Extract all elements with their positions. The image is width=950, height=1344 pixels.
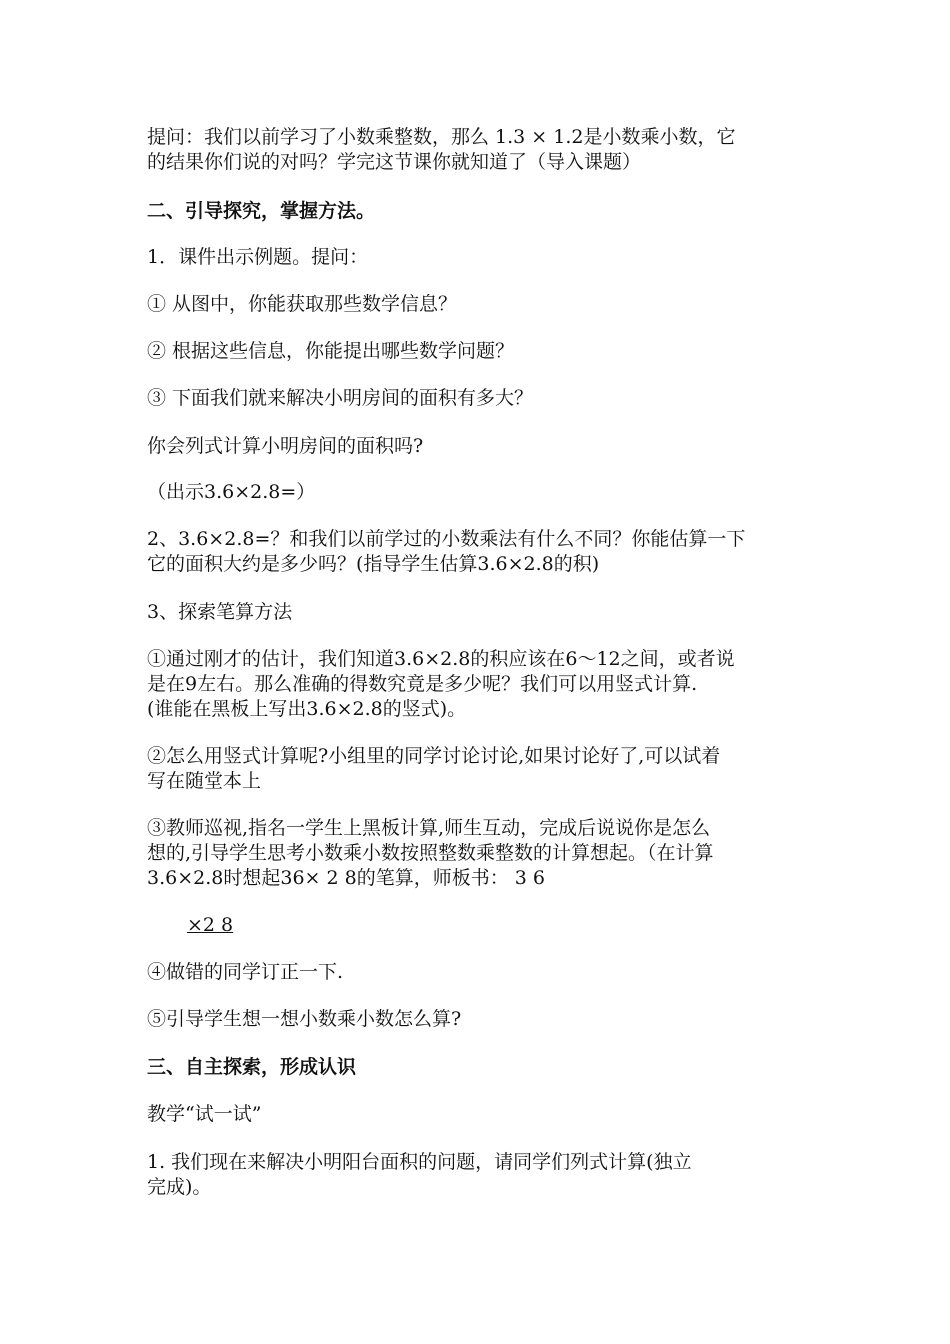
list-item: ④做错的同学订正一下. (147, 961, 344, 983)
paragraph-line: (谁能在黑板上写出3.6×2.8的竖式)。 (147, 698, 467, 720)
list-item: ② 根据这些信息，你能提出哪些数学问题？ (147, 340, 515, 362)
paragraph-line: ①通过刚才的估计，我们知道3.6×2.8的积应该在6～12之间，或者说 (147, 648, 735, 670)
paragraph-line: 提问：我们以前学习了小数乘整数，那么 1.3 × 1.2是小数乘小数，它 (147, 126, 736, 148)
paragraph-line: 的结果你们说的对吗？学完这节课你就知道了（导入课题） (147, 151, 642, 173)
list-item: ① 从图中，你能获取那些数学信息？ (147, 293, 458, 315)
paragraph-line: 是在9左右。那么准确的得数究竟是多少呢？我们可以用竖式计算. (147, 673, 698, 695)
paragraph-line: 3、探索笔算方法 (147, 601, 293, 623)
paragraph-line: 2、3.6×2.8=？和我们以前学过的小数乘法有什么不同？你能估算一下 (147, 528, 746, 550)
list-item: ⑤引导学生想一想小数乘小数怎么算? (147, 1008, 462, 1030)
vertical-multiplication: ×2 8 (187, 914, 234, 936)
paragraph-line: ③教师巡视,指名一学生上黑板计算,师生互动，完成后说说你是怎么 (147, 817, 711, 839)
paragraph-line: 3.6×2.8时想起36× 2 8的笔算，师板书： 3 6 (147, 867, 545, 889)
paragraph-line: ②怎么用竖式计算呢?小组里的同学讨论讨论,如果讨论好了,可以试着 (147, 745, 721, 767)
paragraph-line: 想的,引导学生思考小数乘小数按照整数乘整数的计算想起。（在计算 (147, 842, 714, 864)
paragraph-line: （出示3.6×2.8=） (147, 481, 316, 503)
paragraph-line: 你会列式计算小明房间的面积吗? (147, 435, 424, 457)
list-item: ③ 下面我们就来解决小明房间的面积有多大？ (147, 387, 534, 409)
paragraph-line: 完成)。 (147, 1176, 212, 1198)
section-heading: 三、自主探索，形成认识 (147, 1056, 357, 1078)
paragraph-line: 1．课件出示例题。提问： (147, 246, 369, 268)
paragraph-line: 1. 我们现在来解决小明阳台面积的问题，请同学们列式计算(独立 (147, 1151, 692, 1173)
paragraph-line: 它的面积大约是多少吗？(指导学生估算3.6×2.8的积) (147, 553, 600, 575)
paragraph-line: 写在随堂本上 (147, 770, 262, 792)
paragraph-line: 教学“试一试” (147, 1103, 262, 1125)
section-heading: 二、引导探究，掌握方法。 (147, 200, 376, 222)
